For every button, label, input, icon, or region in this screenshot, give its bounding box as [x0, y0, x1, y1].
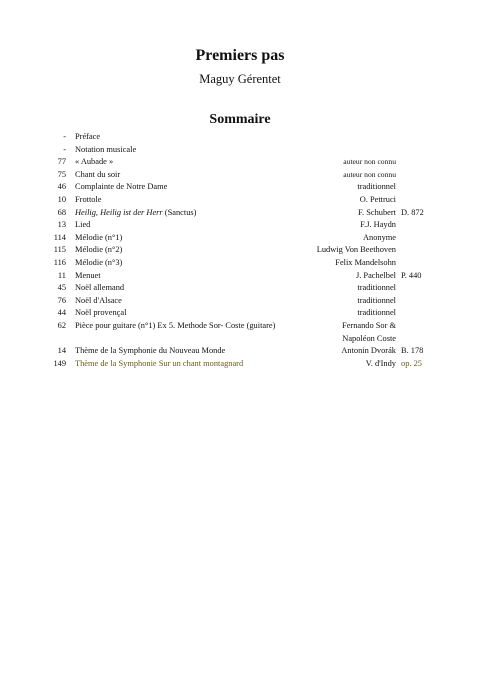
- piece-title: Préface: [75, 132, 101, 141]
- page-number: 62: [57, 320, 66, 330]
- toc-row: [48, 358, 448, 371]
- toc-row: [48, 282, 448, 295]
- piece-title: Complainte de Notre Dame: [75, 182, 168, 192]
- toc-row: [48, 131, 448, 144]
- document-author: Maguy Gérentet: [199, 72, 281, 86]
- toc-row: [48, 169, 448, 182]
- page-number: 114: [53, 232, 66, 242]
- page-number: 76: [57, 295, 66, 305]
- piece-title-suffix: (Sanctus): [162, 207, 197, 217]
- page-number: -: [63, 144, 66, 154]
- toc-row: [48, 244, 448, 257]
- toc-row: [48, 295, 448, 308]
- piece-title: « Aubade »: [75, 157, 114, 167]
- document-title: Premiers pas: [195, 47, 285, 64]
- piece-title: Pièce pour guitare (n°1) Ex 5. Methode Sor- Coste (guitare): [75, 320, 276, 330]
- piece-title: Mélodie (n°1): [75, 232, 123, 242]
- composer-line: Fernando Sor &: [342, 320, 396, 330]
- contents-heading: Sommaire: [209, 112, 271, 127]
- catalog-number: D. 872: [401, 207, 424, 217]
- piece-title: [75, 207, 196, 220]
- page-number: 10: [57, 194, 66, 204]
- page-number: 68: [57, 207, 66, 217]
- piece-title-italic: Heilig, Heilig ist der Herr: [75, 207, 163, 217]
- page-number: -: [63, 132, 66, 141]
- composer: Antonin Dvorák: [341, 345, 396, 355]
- piece-title: Noël allemand: [75, 283, 125, 293]
- toc-row: [48, 232, 448, 245]
- page-number: 44: [57, 308, 66, 318]
- toc-row: [48, 257, 448, 270]
- piece-title: Noël d'Alsace: [75, 295, 122, 305]
- composer: F. Schubert: [358, 207, 396, 217]
- toc-row: [48, 207, 448, 220]
- toc-row: [48, 270, 448, 283]
- page-number: 45: [57, 283, 66, 293]
- toc-row: [48, 320, 448, 345]
- piece-title: Mélodie (n°2): [75, 245, 123, 255]
- composer: O. Pettruci: [359, 194, 396, 204]
- composer: J. Pachelbel: [355, 270, 396, 280]
- composer: auteur non connu: [343, 157, 396, 167]
- catalog-number: P. 440: [401, 270, 422, 280]
- catalog-number: op. 25: [401, 358, 422, 368]
- composer: traditionnel: [357, 283, 396, 293]
- composer: traditionnel: [357, 295, 396, 305]
- composer: F.J. Haydn: [360, 220, 396, 230]
- toc-row: [48, 156, 448, 169]
- page-number: 116: [53, 257, 66, 267]
- page-number: 75: [57, 169, 66, 179]
- page-number: 115: [53, 245, 66, 255]
- toc-row: [48, 144, 448, 157]
- table-of-contents: [48, 131, 448, 370]
- piece-title: Thème de la Symphonie du Nouveau Monde: [75, 345, 226, 355]
- page-number: 14: [57, 345, 66, 355]
- composer: Felix Mandelsohn: [335, 257, 396, 267]
- composer: Ludwig Von Beethoven: [316, 245, 396, 255]
- composer: traditionnel: [357, 308, 396, 318]
- composer-line: Napoléon Coste: [342, 333, 396, 343]
- composer: traditionnel: [357, 182, 396, 192]
- page-number: 77: [57, 157, 66, 167]
- piece-title: Noël provençal: [75, 308, 127, 318]
- toc-row: [48, 307, 448, 320]
- page-number: 46: [57, 182, 66, 192]
- composer: auteur non connu: [343, 169, 396, 179]
- piece-title: Thème de la Symphonie Sur un chant montagnard: [75, 358, 244, 368]
- piece-title: Frottole: [75, 194, 102, 204]
- composer: V. d'Indy: [365, 358, 396, 368]
- composer: Anonyme: [362, 232, 396, 242]
- piece-title: Mélodie (n°3): [75, 257, 123, 267]
- piece-title: Notation musicale: [75, 144, 137, 154]
- page-number: 13: [57, 220, 66, 230]
- toc-row: [48, 194, 448, 207]
- page-number: 149: [53, 358, 66, 368]
- piece-title: Menuet: [75, 270, 101, 280]
- composer: [342, 320, 396, 345]
- catalog-number: B. 178: [401, 345, 424, 355]
- page-number: 11: [57, 270, 66, 280]
- piece-title: Chant du soir: [75, 169, 121, 179]
- toc-row: [48, 181, 448, 194]
- piece-title: Lied: [75, 220, 91, 230]
- toc-row: [48, 345, 448, 358]
- toc-row: [48, 219, 448, 232]
